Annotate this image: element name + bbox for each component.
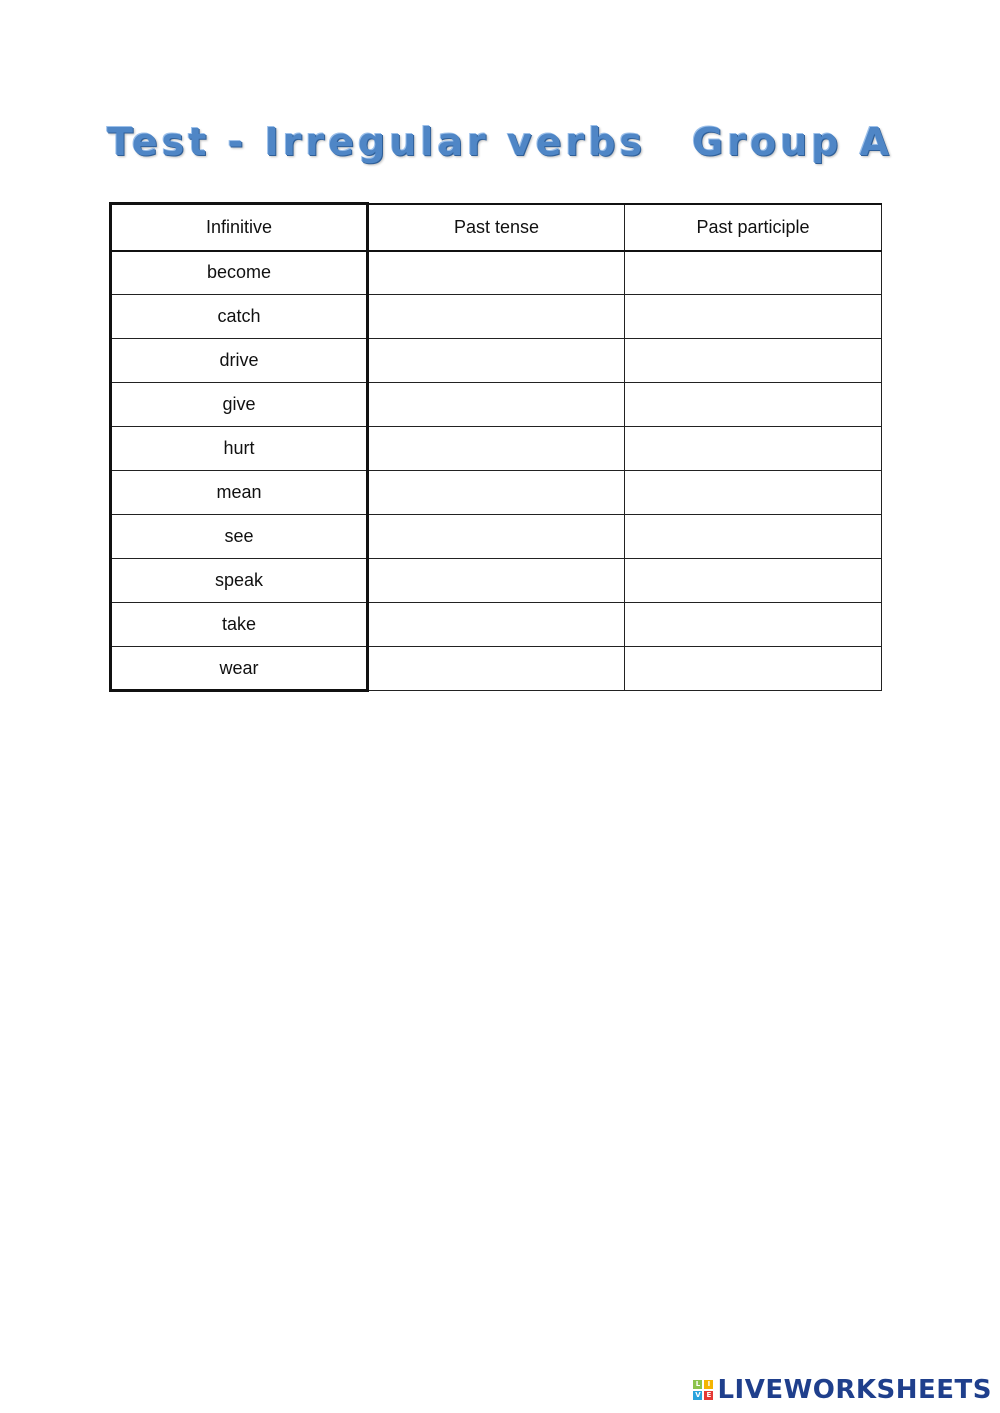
liveworksheets-logo-icon (693, 1380, 713, 1400)
table-row (111, 603, 882, 647)
liveworksheets-logo (693, 1373, 992, 1407)
past-tense-answer-cell[interactable] (368, 295, 625, 339)
past-tense-answer-cell[interactable] (368, 251, 625, 295)
table-row (111, 339, 882, 383)
logo-mark-i: I (704, 1380, 713, 1389)
worksheet-title (0, 120, 1000, 180)
past-participle-answer-cell[interactable] (625, 515, 882, 559)
infinitive-cell: become (111, 251, 368, 295)
table-row (111, 647, 882, 691)
logo-wordmark: LIVEWORKSHEETS (717, 1375, 992, 1405)
table-row (111, 427, 882, 471)
infinitive-cell: see (111, 515, 368, 559)
past-participle-answer-cell[interactable] (625, 603, 882, 647)
infinitive-cell: drive (111, 339, 368, 383)
infinitive-cell: catch (111, 295, 368, 339)
past-tense-answer-cell[interactable] (368, 427, 625, 471)
table-row (111, 471, 882, 515)
title-test-name: Test - Irregular verbs (107, 120, 647, 164)
past-tense-answer-cell[interactable] (368, 383, 625, 427)
infinitive-cell: mean (111, 471, 368, 515)
table-row (111, 515, 882, 559)
infinitive-cell: give (111, 383, 368, 427)
past-tense-answer-cell[interactable] (368, 603, 625, 647)
header-infinitive: Infinitive (111, 204, 368, 251)
past-participle-answer-cell[interactable] (625, 427, 882, 471)
logo-mark-e: E (704, 1391, 713, 1400)
table-row (111, 559, 882, 603)
past-participle-answer-cell[interactable] (625, 647, 882, 691)
past-participle-answer-cell[interactable] (625, 383, 882, 427)
table-row (111, 295, 882, 339)
past-participle-answer-cell[interactable] (625, 251, 882, 295)
irregular-verbs-table (109, 202, 882, 692)
past-tense-answer-cell[interactable] (368, 339, 625, 383)
infinitive-cell: take (111, 603, 368, 647)
past-participle-answer-cell[interactable] (625, 559, 882, 603)
past-participle-answer-cell[interactable] (625, 471, 882, 515)
past-participle-answer-cell[interactable] (625, 295, 882, 339)
past-tense-answer-cell[interactable] (368, 559, 625, 603)
header-past-tense: Past tense (368, 204, 625, 251)
infinitive-cell: speak (111, 559, 368, 603)
past-participle-answer-cell[interactable] (625, 339, 882, 383)
table-header-row (111, 204, 882, 251)
table-row (111, 383, 882, 427)
infinitive-cell: wear (111, 647, 368, 691)
past-tense-answer-cell[interactable] (368, 471, 625, 515)
logo-mark-l: L (693, 1380, 702, 1389)
past-tense-answer-cell[interactable] (368, 515, 625, 559)
past-tense-answer-cell[interactable] (368, 647, 625, 691)
table-row (111, 251, 882, 295)
header-past-participle: Past participle (625, 204, 882, 251)
title-group: Group A (692, 120, 893, 164)
logo-mark-v: V (695, 1391, 701, 1399)
infinitive-cell: hurt (111, 427, 368, 471)
